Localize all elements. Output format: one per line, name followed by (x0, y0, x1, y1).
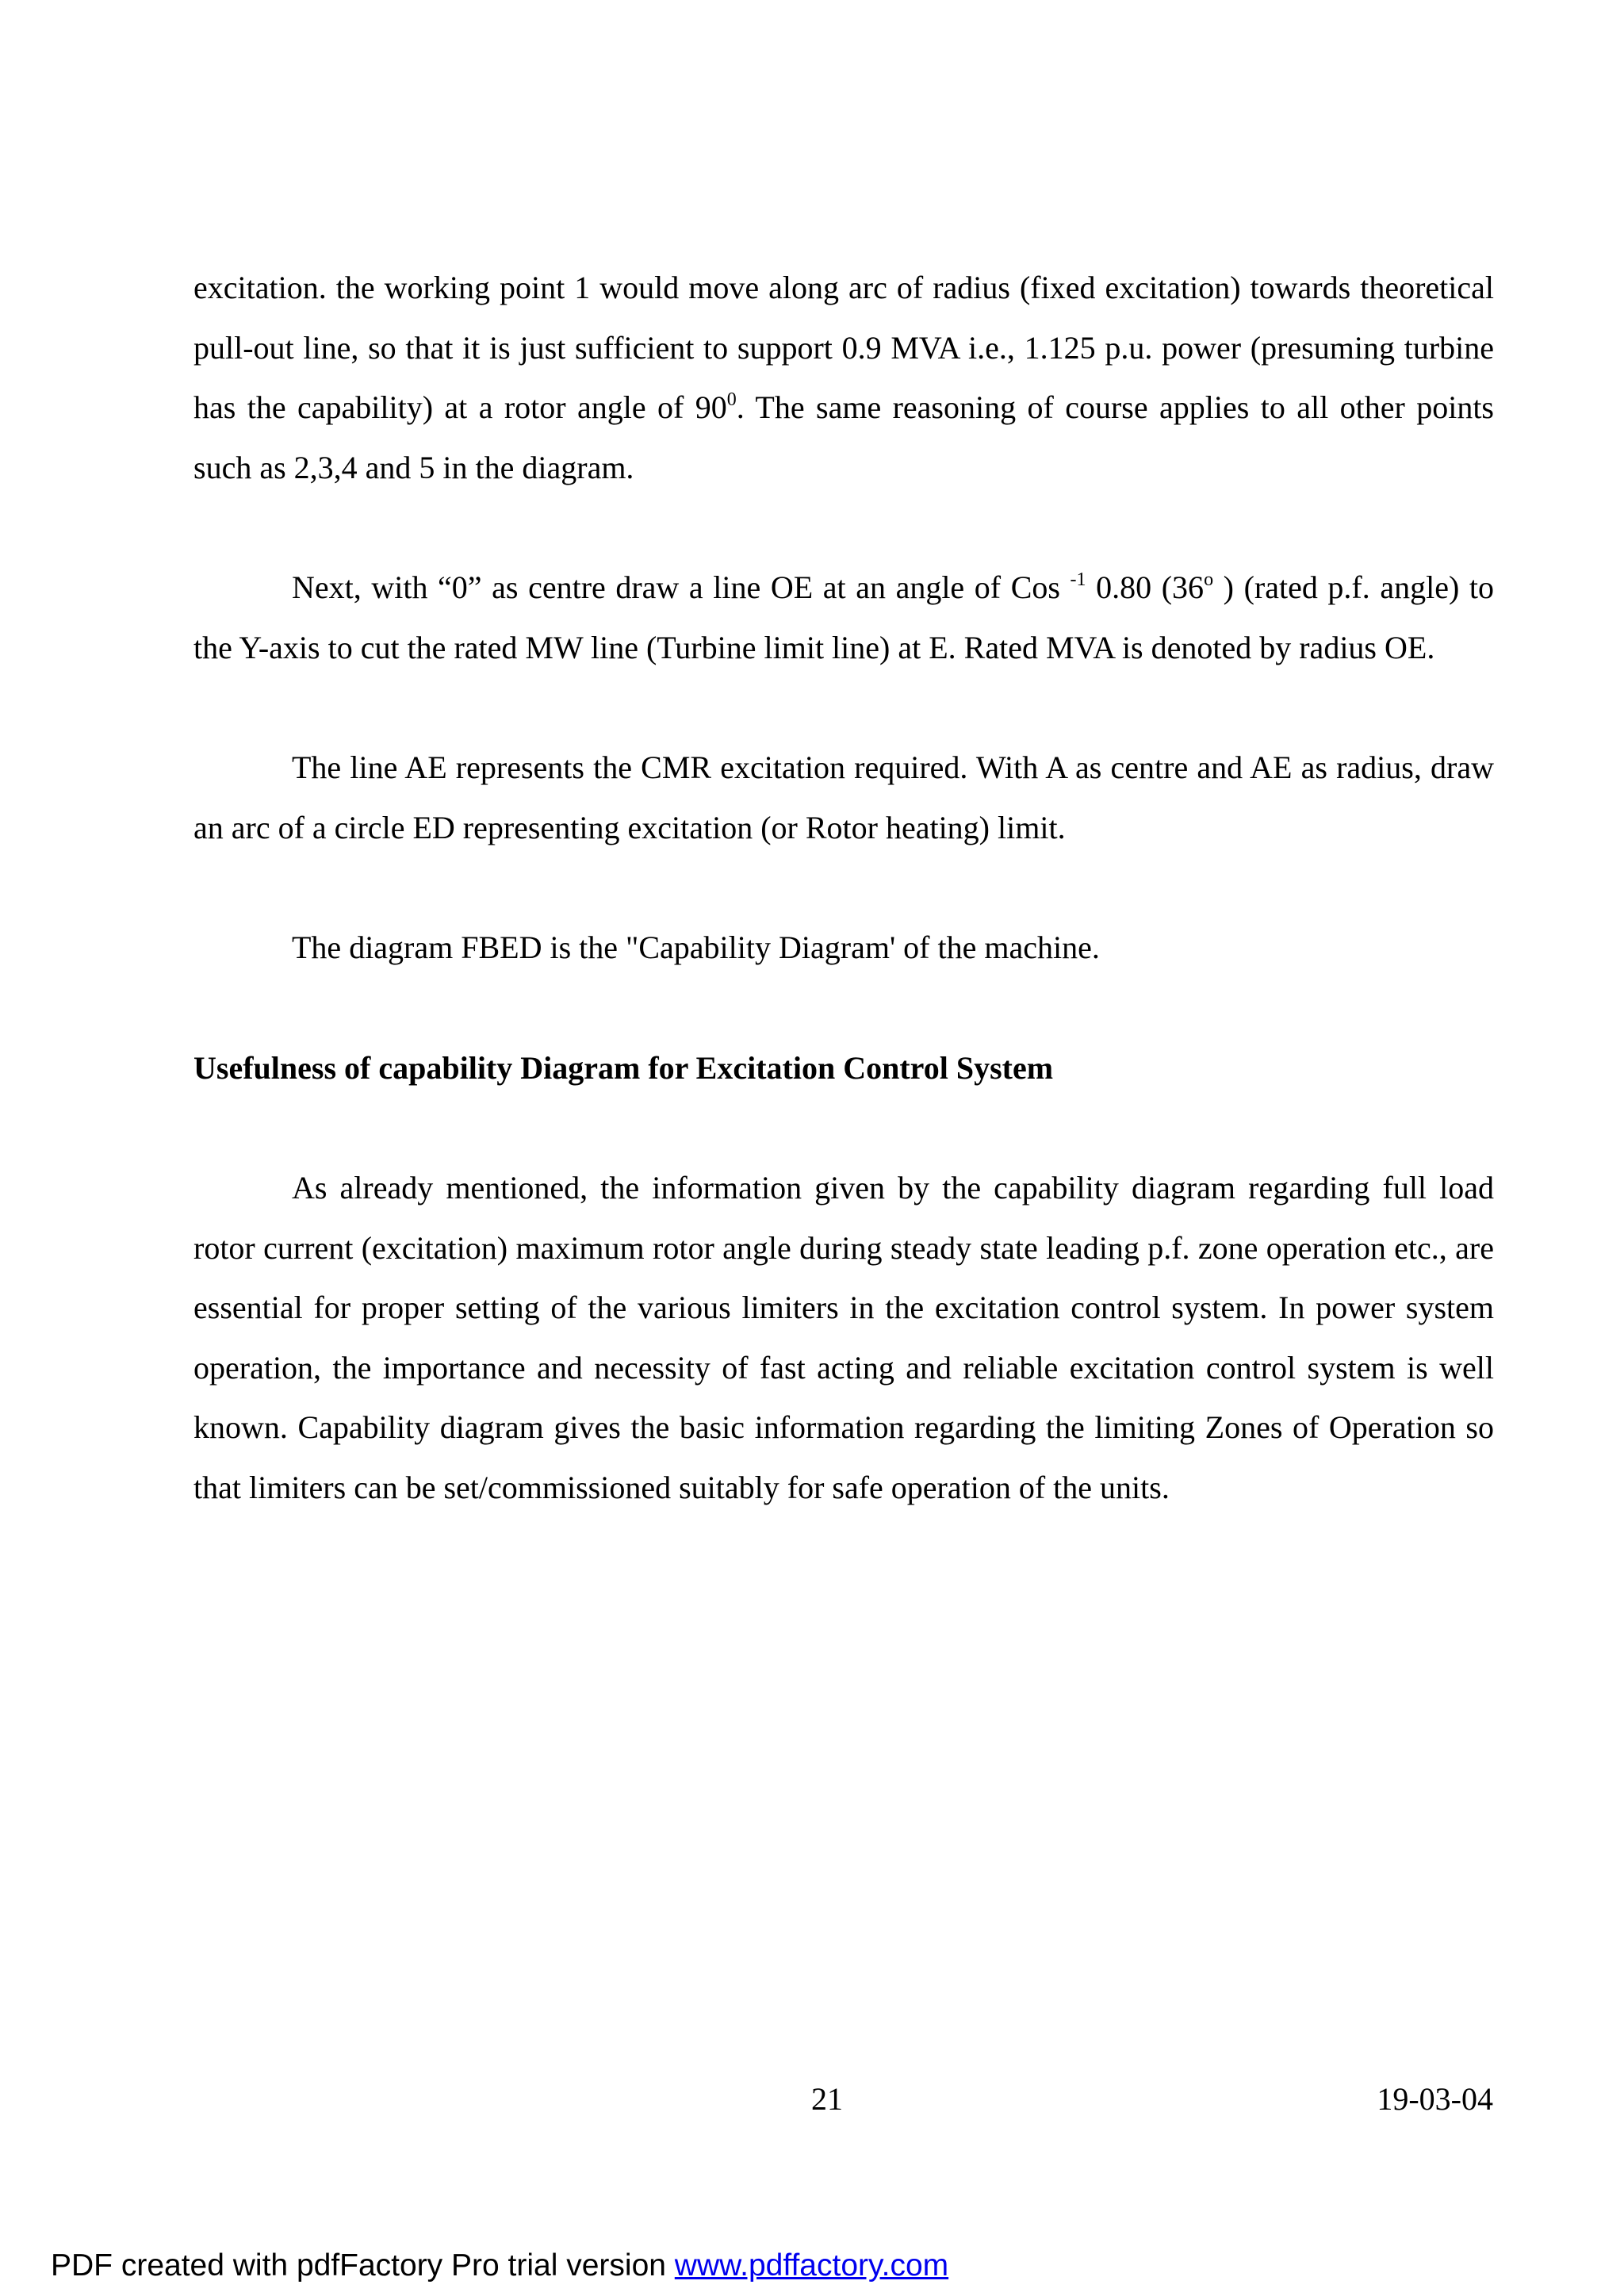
paragraph-working-point-text: excitation. the working point 1 would move along arc of radius (fixed excitation) towards theoretical pull-out line, so that it is just sufficient to support 0.9 MVA i.e., 1.125 p.u. power (presuming turbine has the capability) at a rotor angle of 90 (193, 270, 1494, 425)
paragraph-line-ae: The line AE represents the CMR excitation required. With A as centre and AE as radius, draw an arc of a circle ED representing excitation (or Rotor heating) limit. (193, 749, 1494, 845)
footer-text: PDF created with pdfFactory Pro trial version (51, 2248, 675, 2283)
paragraph-capability-diagram: The diagram FBED is the "Capability Diagram' of the machine. (292, 930, 1100, 965)
paragraph-working-point (193, 258, 1494, 497)
paragraph-line-oe (193, 558, 1494, 677)
section-heading: Usefulness of capability Diagram for Excitation Control System (193, 1049, 1054, 1086)
inverse-superscript: -1 (1070, 569, 1086, 590)
footer-link[interactable]: www.pdffactory.com (674, 2248, 949, 2283)
degree-superscript-o: o (1204, 569, 1214, 590)
pdf-footer (51, 2246, 948, 2286)
paragraph-line-oe-text: Next, with “0” as centre draw a line OE at an angle of Cos (292, 569, 1071, 605)
paragraph-usefulness: As already mentioned, the information given by the capability diagram regarding full load rotor current (excitation) maximum rotor angle during steady state leading p.f. zone operation etc., are essential for proper setting of the various limiters in the excitation control system. In power system operation, the importance and necessity of fast acting and reliable excitation control system is well known. Capability diagram gives the basic information regarding the limiting Zones of Operation so that limiters can be set/commissioned suitably for safe operation of the units. (193, 1170, 1494, 1505)
page-date: 19-03-04 (1377, 2081, 1493, 2117)
document-body (193, 258, 1494, 1577)
page-number: 21 (811, 2081, 843, 2117)
paragraph-line-oe-text-end: ) (rated p.f. angle) to the Y-axis to cut the rated MW line (Turbine limit line) at E. Rated MVA is denoted by radius OE. (193, 569, 1494, 665)
paragraph-working-point-text-end: . The same reasoning of course applies to all other points such as 2,3,4 and 5 in the diagram. (193, 389, 1495, 485)
degree-superscript: 0 (726, 389, 737, 410)
paragraph-line-oe-text-mid: 0.80 (36 (1086, 569, 1205, 605)
